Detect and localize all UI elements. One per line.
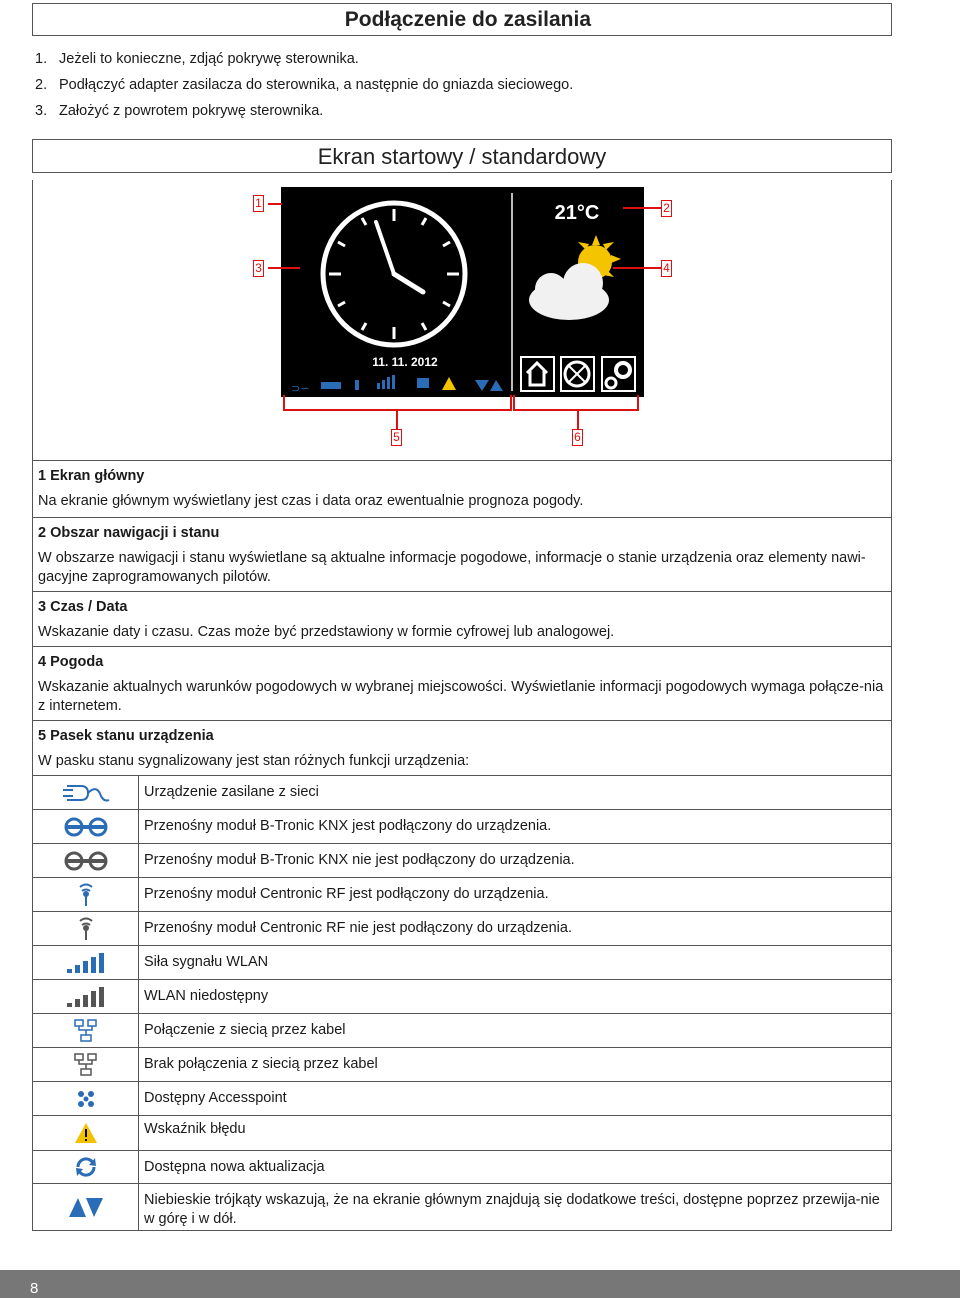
item-navigation-area: 2 Obszar nawigacji i stanu W obszarze nawigacji i stanu wyświetlane są aktualne informacje pogodowe, informacje o stanie urządzenia oraz elementy nawi-gacyjne zaprogramowanych pilotów. xyxy=(32,517,892,591)
section-title: Ekran startowy / standardowy xyxy=(317,144,607,169)
screen-temperature: 21°C xyxy=(554,202,600,224)
update-icon xyxy=(74,1155,98,1179)
scroll-triangles-icon xyxy=(68,1196,104,1218)
status-row: Przenośny moduł B-Tronic KNX nie jest podłączony do urządzenia. xyxy=(32,843,892,877)
status-bar-icons xyxy=(291,375,503,395)
lan-connected-icon xyxy=(74,1019,98,1043)
knx-connected-icon xyxy=(63,816,109,838)
callout-2: 2 xyxy=(661,200,672,217)
weather-sun-cloud-icon xyxy=(529,235,621,320)
screen-date: 11. 11. 2012 xyxy=(372,355,438,369)
rf-disconnected-icon xyxy=(76,917,96,941)
section-header-power xyxy=(32,3,892,36)
status-row: Niebieskie trójkąty wskazują, że na ekranie głównym znajdują się dodatkowe treści, dostępne poprzez przewija-nie w górę i w dół. xyxy=(32,1183,892,1230)
device-display xyxy=(281,187,644,397)
item-time-date: 3 Czas / Data Wskazanie daty i czasu. Czas może być przedstawiony w formie cyfrowej lub analogowej. xyxy=(32,591,892,646)
status-row: WLAN niedostępny xyxy=(32,979,892,1013)
callout-6: 6 xyxy=(572,429,583,446)
step-item: 1. Jeżeli to konieczne, zdjąć pokrywę sterownika. xyxy=(35,51,359,67)
status-row: Dostępna nowa aktualizacja xyxy=(32,1150,892,1183)
accesspoint-icon xyxy=(77,1090,95,1108)
step-item: 2. Podłączyć adapter zasilacza do sterownika, a następnie do gniazda sieciowego. xyxy=(35,77,574,93)
item-status-bar: 5 Pasek stanu urządzenia W pasku stanu sygnalizowany jest stan różnych funkcji urządzenia: xyxy=(32,720,892,775)
wlan-unavailable-icon xyxy=(66,986,106,1008)
status-row: Przenośny moduł Centronic RF nie jest podłączony do urządzenia. xyxy=(32,911,892,945)
step-item: 3. Założyć z powrotem pokrywę sterownika. xyxy=(35,103,324,119)
section-header-start-screen xyxy=(32,139,892,173)
callout-5: 5 xyxy=(391,429,402,446)
status-row: Brak połączenia z siecią przez kabel xyxy=(32,1047,892,1081)
item-main-screen: 1 Ekran główny Na ekranie głównym wyświetlany jest czas i data oraz ewentualnie prognoza pogody. xyxy=(32,460,892,517)
status-row: Urządzenie zasilane z sieci xyxy=(32,775,892,809)
knx-disconnected-icon xyxy=(63,850,109,872)
callout-3: 3 xyxy=(253,260,264,277)
svg-text:⊃∽: ⊃∽ xyxy=(291,383,310,395)
status-row: Wskaźnik błędu xyxy=(32,1115,892,1150)
section-title: Podłączenie do zasilania xyxy=(344,8,591,31)
status-row: Przenośny moduł Centronic RF jest podłączony do urządzenia. xyxy=(32,877,892,911)
callout-1: 1 xyxy=(253,195,264,212)
lan-disconnected-icon xyxy=(74,1053,98,1077)
item-weather: 4 Pogoda Wskazanie aktualnych warunków pogodowych w wybranej miejscowości. Wyświetlanie informacji pogodowych wymaga połącze-nia z internetem. xyxy=(32,646,892,720)
navigation-buttons xyxy=(521,357,635,391)
page-footer xyxy=(0,1270,960,1298)
status-row: Połączenie z siecią przez kabel xyxy=(32,1013,892,1047)
warning-icon xyxy=(74,1122,98,1144)
power-plug-icon xyxy=(61,782,111,804)
callout-4: 4 xyxy=(661,260,672,277)
device-screen-illustration xyxy=(32,180,892,460)
rf-connected-icon xyxy=(76,883,96,907)
wlan-signal-icon xyxy=(66,952,106,974)
status-row: Siła sygnału WLAN xyxy=(32,945,892,979)
page-number: 8 xyxy=(30,1280,39,1297)
steps-list xyxy=(35,46,573,124)
status-row: Dostępny Accesspoint xyxy=(32,1081,892,1115)
analog-clock-icon xyxy=(323,203,465,345)
display-graphic xyxy=(281,187,644,397)
status-row: Przenośny moduł B-Tronic KNX jest podłączony do urządzenia. xyxy=(32,809,892,843)
